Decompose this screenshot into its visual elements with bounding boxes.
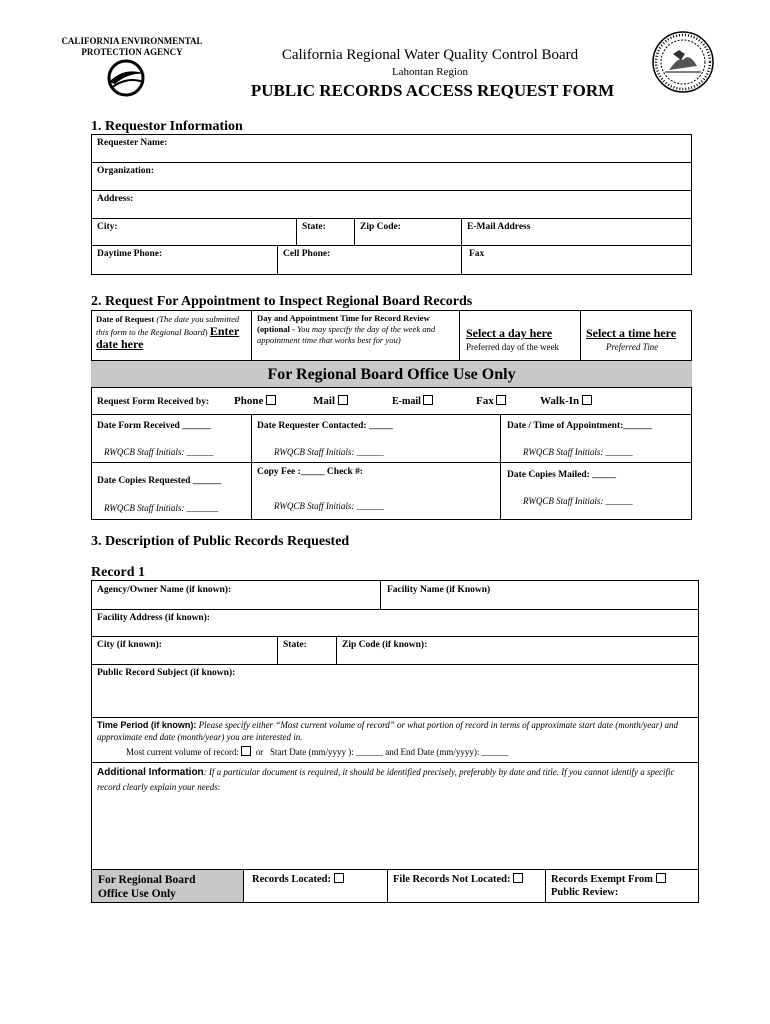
walkin-checkbox[interactable] [582, 395, 592, 405]
staff-initials-4[interactable]: RWQCB Staff Initials: _______ [104, 503, 219, 513]
received-by-label: Request Form Received by: [97, 397, 210, 407]
requester-name-field[interactable]: Requester Name: [97, 138, 168, 148]
select-day-dropdown[interactable]: Select a day here [466, 326, 553, 340]
file-not-located-checkbox[interactable] [513, 873, 523, 883]
facility-name-field[interactable]: Facility Name (if Known) [387, 585, 491, 595]
staff-initials-2[interactable]: RWQCB Staff Initials: ______ [274, 447, 384, 457]
date-requester-contacted[interactable]: Date Requester Contacted: _____ [257, 421, 393, 431]
start-end-date-field[interactable]: Start Date (mm/yyyy ): ______ and End Date (mm/yyyy): ______ [269, 747, 509, 757]
fax-field[interactable]: Fax [469, 249, 485, 259]
enter-date-field[interactable]: Enter date here [96, 324, 240, 351]
fax-checkbox[interactable] [496, 395, 506, 405]
file-not-located-option[interactable]: File Records Not Located: [393, 873, 523, 885]
zip-field[interactable]: Zip Code: [360, 222, 401, 232]
email-option[interactable]: E-mail [392, 395, 433, 407]
time-period-block: Time Period (if known): Please specify either “Most current volume of record” or what portion of record in terms of approximate start date (month/year) and approximate end date (month/year) you are interested in. [97, 720, 679, 742]
office-use-only-cell: For Regional Board Office Use Only [92, 870, 244, 902]
agency-name [52, 36, 212, 58]
agency-line-2: PROTECTION AGENCY [81, 47, 183, 57]
walkin-option[interactable]: Walk-In [540, 395, 592, 407]
record-1-heading: Record 1 [91, 565, 146, 580]
records-exempt-option[interactable]: Records Exempt From Public Review: [551, 873, 666, 899]
date-copies-mailed[interactable]: Date Copies Mailed: _____ [507, 470, 616, 480]
staff-initials-3[interactable]: RWQCB Staff Initials: ______ [523, 447, 633, 457]
email-field[interactable]: E-Mail Address [467, 222, 531, 232]
phone-checkbox[interactable] [266, 395, 276, 405]
select-time-dropdown[interactable]: Select a time here [586, 326, 677, 340]
date-copies-requested[interactable]: Date Copies Requested ______ [97, 476, 222, 486]
date-time-appointment[interactable]: Date / Time of Appointment:______ [507, 421, 652, 431]
office-use-banner: For Regional Board Office Use Only [91, 360, 692, 388]
address-field[interactable]: Address: [97, 194, 134, 204]
copy-fee-check[interactable]: Copy Fee :_____ Check #: [257, 467, 364, 477]
section2-heading: 2. Request For Appointment to Inspect Regional Board Records [91, 294, 473, 309]
preferred-day-label: Preferred day of the week [466, 342, 559, 352]
requestor-info-table [91, 134, 692, 275]
preferred-time-label: Preferred Tine [606, 342, 659, 352]
records-located-option[interactable]: Records Located: [252, 873, 344, 885]
date-form-received[interactable]: Date Form Received ______ [97, 421, 211, 431]
staff-initials-1[interactable]: RWQCB Staff Initials: ______ [104, 447, 214, 457]
mail-option[interactable]: Mail [313, 395, 348, 407]
organization-field[interactable]: Organization: [97, 166, 154, 176]
day-time-cell: Day and Appointment Time for Record Review (optional - You may specify the day of the week and appointment time that works best for you) [257, 313, 436, 345]
state-seal-icon [651, 30, 715, 94]
record-zip-field[interactable]: Zip Code (if known): [342, 640, 428, 650]
staff-initials-5[interactable]: RWQCB Staff Initials: ______ [274, 501, 384, 511]
date-of-request-cell: Date of Request (The date you submitted this form to the Regional Board) Enter date here [96, 314, 240, 351]
agency-line-1: CALIFORNIA ENVIRONMENTAL [61, 36, 203, 46]
daytime-phone-field[interactable]: Daytime Phone: [97, 249, 163, 259]
form-title: PUBLIC RECORDS ACCESS REQUEST FORM [250, 81, 615, 100]
record-state-field[interactable]: State: [283, 640, 307, 650]
board-name: California Regional Water Quality Control Board [281, 47, 579, 63]
records-exempt-checkbox[interactable] [656, 873, 666, 883]
section1-heading: 1. Requestor Information [91, 119, 243, 134]
facility-address-field[interactable]: Facility Address (if known): [97, 613, 211, 623]
cell-phone-field[interactable]: Cell Phone: [283, 249, 331, 259]
city-field[interactable]: City: [97, 222, 118, 232]
region-name: Lahontan Region [391, 66, 469, 78]
calepa-logo [105, 58, 147, 98]
state-field[interactable]: State: [302, 222, 326, 232]
additional-info-field[interactable]: Additional Information: If a particular document is required, it should be identified precisely, preferably by date and title. If you cannot identify a specific record clearly explain your needs: [97, 767, 675, 792]
fax-option[interactable]: Fax [476, 395, 506, 407]
mail-checkbox[interactable] [338, 395, 348, 405]
staff-initials-6[interactable]: RWQCB Staff Initials: ______ [523, 496, 633, 506]
phone-option[interactable]: Phone [234, 395, 276, 407]
agency-owner-field[interactable]: Agency/Owner Name (if known): [97, 585, 232, 595]
email-checkbox[interactable] [423, 395, 433, 405]
record-subject-field[interactable]: Public Record Subject (if known): [97, 668, 236, 678]
most-current-checkbox[interactable] [241, 746, 251, 756]
section3-heading: 3. Description of Public Records Requested [91, 534, 350, 549]
record-city-field[interactable]: City (if known): [97, 640, 162, 650]
most-current-row: Most current volume of record: or Start Date (mm/yyyy ): ______ and End Date (mm/yyyy): ______ [126, 747, 509, 757]
records-located-checkbox[interactable] [334, 873, 344, 883]
